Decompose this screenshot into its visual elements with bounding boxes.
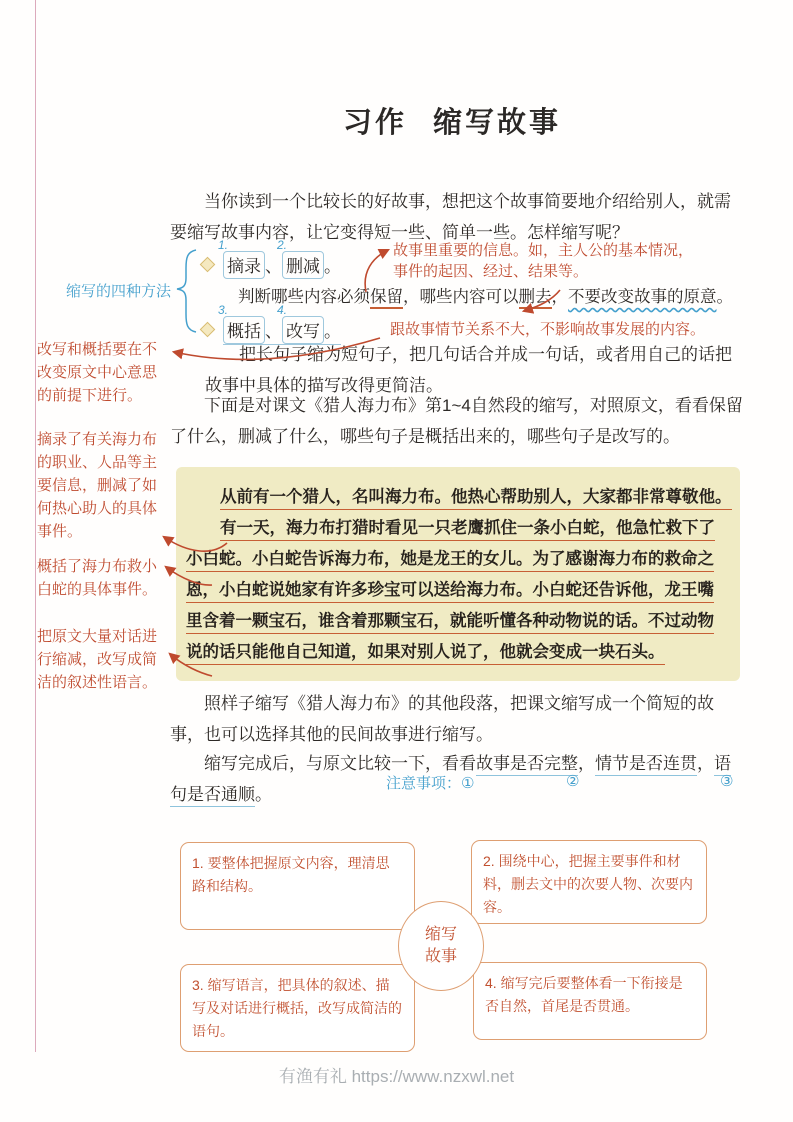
- annotation-irrelevant-content: 跟故事情节关系不大，不影响故事发展的内容。: [390, 321, 706, 338]
- method-item1-sep: 、: [265, 257, 282, 276]
- title-part1: 习作: [343, 107, 408, 139]
- story-line: 有一天，海力布打猎时看见一只老鹰抓住一条小白蛇，他急忙救下了: [186, 513, 728, 544]
- check-complete-underlined: 故事是否完整: [476, 754, 578, 776]
- summary-box-3: 3. 缩写语言，把具体的叙述、描写及对话进行概括，改写成简洁的语句。: [180, 964, 415, 1052]
- title-part2: 缩写故事: [433, 107, 562, 139]
- methods-side-label: 缩写的四种方法: [66, 283, 172, 300]
- check-fluent-underlined: 语句是否通顺: [170, 754, 731, 807]
- circled-1: ①: [461, 775, 475, 792]
- story-line: 小白蛇。小白蛇告诉海力布，她是龙王的女儿。为了感谢海力布的救命之: [186, 544, 728, 575]
- diamond-bullet-icon: [200, 322, 216, 338]
- delete-underlined: 删去: [519, 288, 552, 309]
- story-line: 恩，小白蛇说她家有许多珍宝可以送给海力布。小白蛇还告诉他，龙王嘴: [186, 575, 728, 606]
- summary-center-circle: 缩写 故事: [398, 901, 484, 991]
- judge-sentence: 判断哪些内容必须保留，哪些内容可以删去，不要改变故事的原意。: [238, 283, 733, 307]
- intro-paragraph: 当你读到一个比较长的好故事，想把这个故事简要地介绍给别人，就需要缩写故事内容，让它变得短一些、简单一些。怎样缩写呢？: [170, 192, 731, 242]
- circled-2: ②: [566, 773, 580, 790]
- method-word-extract: 1. 摘录: [223, 251, 265, 279]
- summary-box-1: 1. 要整体把握原文内容，理清思路和结构。: [180, 842, 415, 930]
- annotation-checklist-label: 注意事项：①: [386, 775, 475, 792]
- margin-note-summarized-event: 概括了海力布救小白蛇的具体事件。: [37, 558, 158, 598]
- method-item1-period: 。: [324, 257, 341, 276]
- story-highlight-box: [176, 467, 740, 681]
- diamond-bullet-icon: [200, 257, 216, 273]
- method-number-1: 1.: [218, 238, 229, 252]
- keep-meaning-wavy: 不要改变故事的原意: [568, 288, 717, 306]
- watermark-footer: 有渔有礼 https://www.nzxwl.net: [278, 1067, 515, 1086]
- story-line: 从前有一个猎人，名叫海力布。他热心帮助别人，大家都非常尊敬他。: [186, 482, 728, 513]
- method-number-4: 4.: [277, 303, 288, 317]
- method-explain-paragraph: 把长句子缩为短句子，把几句话合并成一句话，或者用自己的话把故事中具体的描写改得更简洁。: [205, 345, 732, 395]
- page-title: [343, 100, 561, 141]
- method-number-2: 2.: [277, 238, 288, 252]
- method-word-summarize: 3. 概括: [223, 316, 265, 344]
- method-number-3: 3.: [218, 303, 229, 317]
- method-word-delete: 2. 删减: [282, 251, 324, 279]
- summary-box-2: 2. 围绕中心，把握主要事件和材料，删去文中的次要人物、次要内容。: [471, 840, 707, 924]
- method-item2-sep: 、: [265, 322, 282, 341]
- method-word-rewrite: 4. 改写: [282, 316, 324, 344]
- margin-note-extract-delete: 摘录了有关海力布的职业、人品等主要信息，删减了如何热心助人的具体事件。: [37, 431, 158, 540]
- example-intro-paragraph: 下面是对课文《猎人海力布》第1~4自然段的缩写，对照原文，看看保留了什么，删减了什么，哪些句子是概括出来的，哪些句子是改写的。: [170, 396, 743, 446]
- keep-underlined: 保留: [370, 288, 403, 309]
- method-item-1: [202, 238, 341, 279]
- annotation-important-info: 故事里重要的信息。如，主人公的基本情况， 事件的起因、经过、结果等。: [393, 242, 694, 280]
- check-coherent-underlined: 情节是否连贯: [595, 754, 697, 776]
- check-paragraph: 缩写完成后，与原文比较一下，看看故事是否完整，情节是否连贯，语句是否通顺。: [170, 748, 746, 810]
- practice-paragraph: 照样子缩写《猎人海力布》的其他段落，把课文缩写成一个简短的故事，也可以选择其他的民间故事进行缩写。: [170, 694, 714, 744]
- story-line: 说的话只能他自己知道，如果对别人说了，他就会变成一块石头。: [186, 637, 728, 668]
- brace-icon: [177, 250, 196, 332]
- margin-note-dialogue-reduced: 把原文大量对话进行缩减，改写成简洁的叙述性语言。: [37, 628, 158, 691]
- method-item2-period: 。: [324, 322, 341, 341]
- story-line: 里含着一颗宝石，谁含着那颗宝石，就能听懂各种动物说的话。不过动物: [186, 606, 728, 637]
- page-margin-line: [35, 0, 36, 1052]
- summary-box-4: 4. 缩写完后要整体看一下衔接是否自然，首尾是否贯通。: [473, 962, 707, 1040]
- circled-3: ③: [720, 773, 734, 790]
- margin-note-rewrite-rule: 改写和概括要在不改变原文中心意思的前提下进行。: [37, 341, 158, 404]
